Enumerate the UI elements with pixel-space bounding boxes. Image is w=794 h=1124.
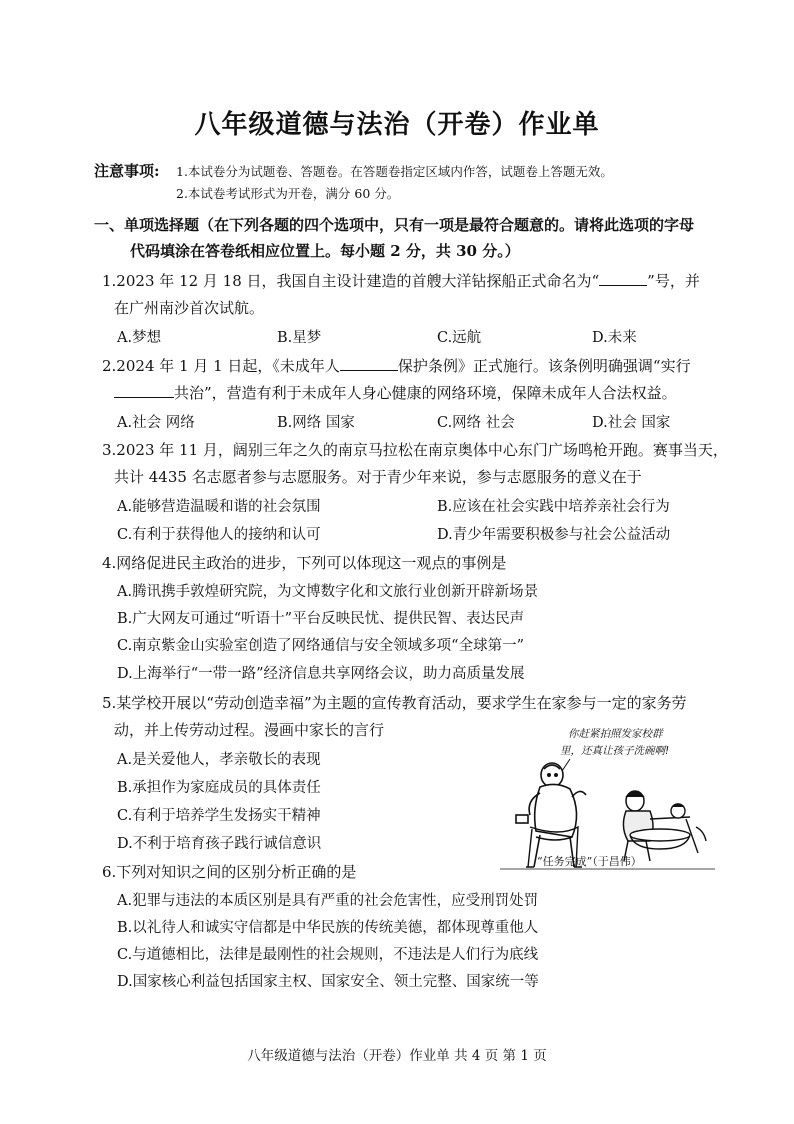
question-3-option-b: B.应该在社会实践中培养亲社会行为: [437, 499, 670, 515]
answer-blank: [340, 356, 398, 371]
question-2-option-a: A.社会 网络: [117, 415, 195, 431]
answer-blank: [114, 383, 174, 398]
speech-line-1: 你赶紧拍照发家校群: [568, 728, 663, 740]
question-2-option-b: B.网络 国家: [277, 415, 355, 431]
answer-blank: [599, 271, 647, 286]
question-5-option-d: D.不利于培育孩子践行诚信意识: [117, 836, 322, 852]
question-2-text-c: 共治”，营造有利于未成年人身心健康的网络环境，保障未成年人合法权益。: [174, 384, 677, 402]
question-4-option-b: B.广大网友可通过“听语十”平台反映民忧、提供民智、表达民声: [117, 611, 525, 627]
question-1-option-a: A.梦想: [117, 330, 162, 346]
question-6-stem: 6.下列对知识之间的区别分析正确的是: [102, 863, 357, 881]
notice-item-2: 2.本试卷考试形式为开卷，满分 60 分。: [176, 186, 400, 201]
question-5-option-b: B.承担作为家庭成员的具体责任: [117, 780, 321, 796]
question-1-text-b: ”号，并: [647, 272, 700, 290]
question-2-stem: [102, 355, 691, 376]
question-2-option-d: D.社会 国家: [592, 415, 671, 431]
question-5-option-c: C.有利于培养学生发扬实干精神: [117, 808, 321, 824]
question-2-stem-cont: [114, 382, 677, 403]
question-4-option-a: A.腾讯携手敦煌研究院，为文博数字化和文旅行业创新开辟新场景: [117, 584, 539, 600]
section-heading-cont: 代码填涂在答卷纸相应位置上。每小题 2 分，共 30 分。）: [130, 242, 520, 260]
question-1-text-a: 1.2023 年 12 月 18 日，我国自主设计建造的首艘大洋钻探船正式命名为“: [102, 272, 600, 290]
question-5-stem-cont: 动，并上传劳动过程。漫画中家长的言行: [114, 721, 385, 739]
question-3-stem-cont: 共计 4435 名志愿者参与志愿服务。对于青少年来说，参与志愿服务的意义在于: [114, 468, 642, 486]
question-2-text-a: 2.2024 年 1 月 1 日起，《未成年人: [102, 357, 340, 375]
question-3-option-c: C.有利于获得他人的接纳和认可: [117, 527, 321, 543]
question-6-option-b: B.以礼待人和诚实守信都是中华民族的传统美德，都体现尊重他人: [117, 920, 539, 936]
question-1-stem-cont: 在广州南沙首次试航。: [114, 299, 265, 317]
question-4-option-d: D.上海举行“一带一路”经济信息共享网络会议，助力高质量发展: [117, 666, 525, 682]
question-6-option-c: C.与道德相比，法律是最刚性的社会规则，不违法是人们行为底线: [117, 947, 539, 963]
question-2-text-b: 保护条例》正式施行。该条例明确强调“实行: [397, 357, 691, 375]
cartoon-illustration: [500, 723, 715, 871]
question-3-option-a: A.能够营造温暖和谐的社会氛围: [117, 499, 321, 515]
question-3-option-d: D.青少年需要积极参与社会公益活动: [437, 527, 671, 543]
question-6-option-a: A.犯罪与违法的本质区别是具有严重的社会危害性，应受刑罚处罚: [117, 893, 539, 909]
question-1-option-b: B.星梦: [277, 330, 322, 346]
page-title: 八年级道德与法治（开卷）作业单: [194, 110, 600, 140]
child-figure: [623, 791, 653, 861]
question-2-option-c: C.网络 社会: [437, 415, 515, 431]
parent-figure: [516, 763, 586, 867]
notice-item-1: 1.本试卷分为试题卷、答题卷。在答题卷指定区域内作答，试题卷上答题无效。: [176, 164, 613, 179]
question-5-option-a: A.是关爱他人，孝亲敬长的表现: [117, 752, 321, 768]
question-1-stem: [102, 270, 700, 291]
section-heading: 一、单项选择题（在下列各题的四个选项中，只有一项是最符合题意的。请将此选项的字母: [94, 216, 695, 234]
question-1-option-d: D.未来: [592, 330, 637, 346]
question-1-option-c: C.远航: [437, 330, 482, 346]
question-6-option-d: D.国家核心利益包括国家主权、国家安全、领土完整、国家统一等: [117, 974, 539, 990]
cartoon-caption: “任务完成”（于昌伟）: [537, 855, 642, 868]
page-footer: 八年级道德与法治（开卷）作业单 共 4 页 第 1 页: [247, 1048, 547, 1064]
question-4-stem: 4.网络促进民主政治的进步，下列可以体现这一观点的事例是: [102, 554, 507, 572]
speech-line-2: 里，还真让孩子洗碗啊!: [560, 745, 670, 757]
question-4-option-c: C.南京紫金山实验室创造了网络通信与安全领域多项“全球第一”: [117, 638, 525, 654]
question-5-stem: 5.某学校开展以“劳动创造幸福”为主题的宣传教育活动，要求学生在家参与一定的家务劳: [102, 694, 687, 712]
question-3-stem: 3.2023 年 11 月，阔别三年之久的南京马拉松在南京奥体中心东门广场鸣枪开跑。赛事当天，: [102, 441, 728, 459]
notice-label: 注意事项:: [94, 162, 160, 180]
